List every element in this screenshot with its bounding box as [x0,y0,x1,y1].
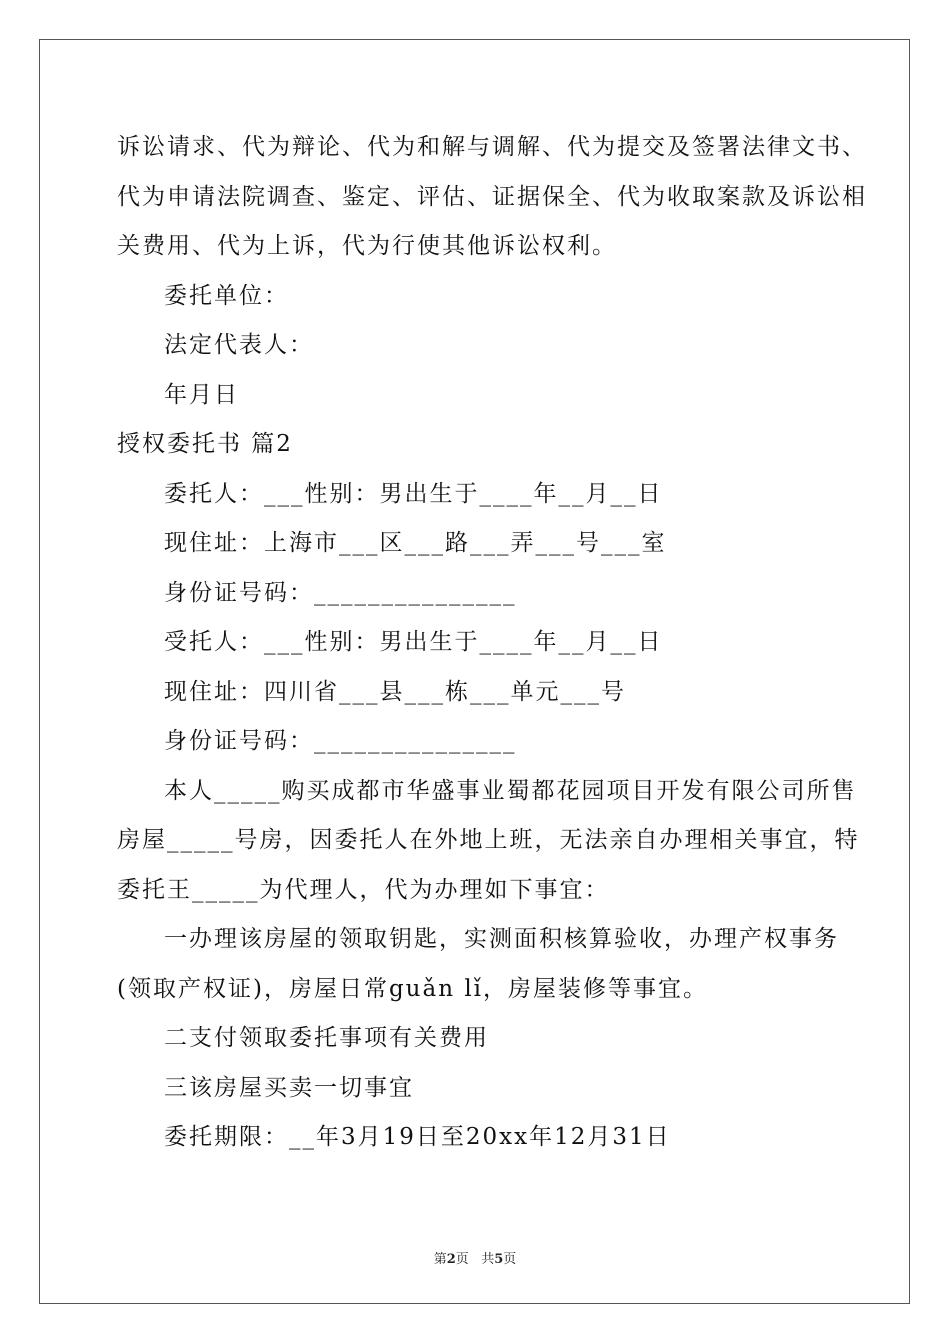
text-line: 现住址：四川省___县___栋___单元___号 [164,678,626,705]
text-line: 本人_____购买成都市华盛事业蜀都花园项目开发有限公司所售 [164,777,857,804]
total-suffix: 页 [503,1252,517,1267]
text-line: 委托王_____为代理人，代为办理如下事宜： [117,876,610,903]
text-line: 委托人：___性别：男出生于____年__月__日 [164,480,663,507]
total-pages: 5 [494,1252,504,1267]
page-suffix: 页 [455,1252,469,1267]
document-body [117,126,867,1166]
text-line: 委托期限：__年3月19日至20xx年12月31日 [164,1124,671,1150]
text-line: 三该房屋买卖一切事宜 [164,1074,414,1101]
page-prefix: 第 [433,1252,447,1267]
text-line: 受托人：___性别：男出生于____年__月__日 [164,629,663,655]
text-line: 委托单位： [164,282,289,309]
text-line: 身份证号码：_______________ [164,579,517,606]
text-line: 一办理该房屋的领取钥匙，实测面积核算验收，办理产权事务 [164,926,839,952]
section-heading: 授权委托书 篇2 [117,431,293,457]
total-prefix: 共 [481,1252,495,1267]
text-line: 关费用、代为上诉，代为行使其他诉讼权利。 [117,233,617,259]
text-line: 现住址：上海市___区___路___弄___号___室 [164,530,667,556]
text-line: 二支付领取委托事项有关费用 [164,1025,489,1051]
text-line: 代为申请法院调查、鉴定、评估、证据保全、代为收取案款及诉讼相 [117,183,867,210]
text-line: (领取产权证)，房屋日常guǎn lǐ，房屋装修等事宜。 [117,975,709,1002]
page-number: 2 [446,1252,456,1267]
text-line: 年月日 [164,381,239,408]
page-footer [0,1248,950,1267]
text-line: 身份证号码：_______________ [164,728,517,754]
text-line: 房屋_____号房，因委托人在外地上班，无法亲自办理相关事宜，特 [117,827,860,853]
text-line: 诉讼请求、代为辩论、代为和解与调解、代为提交及签署法律文书、 [117,134,867,160]
text-line: 法定代表人： [164,332,314,358]
